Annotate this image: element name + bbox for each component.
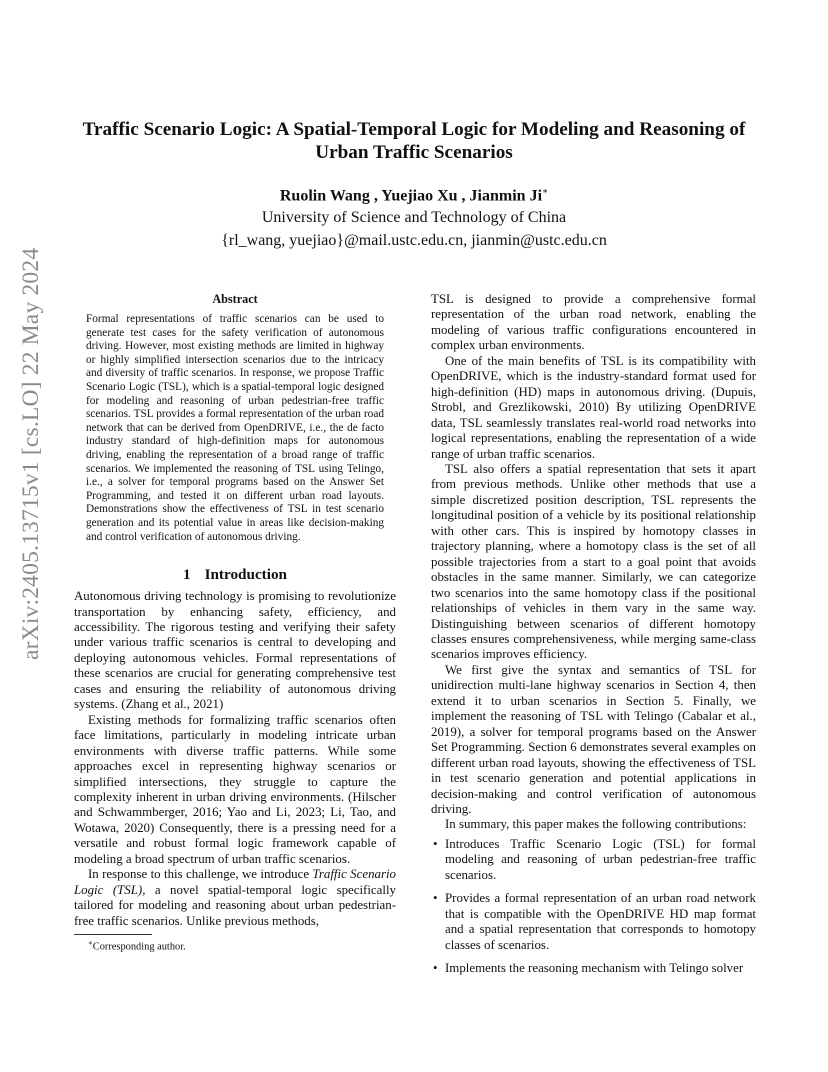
bullet-icon: • (433, 961, 438, 976)
right-paragraph-4: We first give the syntax and semantics of TSL for unidirection multi-lane highway scenarios in Section 4, then extend it to urban scenarios in Section 5. Finally, we implement the reasoning of TSL with Telingo (Cabalar et al., 2019), a solver for temporal programs based on the Answer Set Programming. Section 6 demonstrates several examples on different urban road layouts, showing the effectiveness of TSL in test scenario generation and potential applications in decision-making and control verification of autonomous driving. (431, 662, 756, 816)
emphasized-term: Traffic Scenario Logic (TSL) (74, 867, 397, 897)
paragraph-text: , a novel spatial-temporal logic specifically tailored for modeling and reasoning about urban pedestrian-free traffic scenarios. Unlike previous methods, (74, 882, 396, 928)
footnote-mark: ∗ (88, 939, 93, 947)
bullet-icon: • (433, 891, 438, 906)
author-list (60, 186, 768, 205)
author-emails: {rl_wang, yuejiao}@mail.ustc.edu.cn, jianmin@ustc.edu.cn (221, 232, 607, 249)
author-separator: , (369, 187, 382, 205)
right-paragraph-1: TSL is designed to provide a comprehensive formal representation of the urban road network, enabling the modeling of various traffic configurations encountered in complex urban environments. (431, 292, 756, 353)
list-item-text: Implements the reasoning mechanism with Telingo solver (445, 961, 744, 976)
contributions-list (431, 837, 756, 977)
footnote-divider (74, 934, 152, 935)
right-paragraph-5: In summary, this paper makes the following contributions: (445, 817, 747, 832)
corresponding-author-mark: ∗ (542, 186, 549, 196)
footnote-text: Corresponding author. (92, 941, 186, 953)
section-number: 1 (182, 566, 191, 584)
author-name: Ruolin Wang (279, 187, 370, 205)
list-item-text: Provides a formal representation of an urban road network that is compatible with the OpenDRIVE HD map format and a spatial representation that corresponds to homotopy classes of scenarios. (445, 891, 756, 952)
author-name: Yuejiao Xu (381, 187, 458, 205)
bullet-icon: • (433, 836, 438, 851)
left-column (74, 292, 396, 929)
intro-paragraph-2: Existing methods for formalizing traffic scenarios often face limitations, particularly in modeling intricate urban environments with diverse traffic patterns. While some approaches excel in representing highway scenarios or simplified intersections, they struggle to capture the complexity inherent in urban driving environments. (Hilscher and Schwammberger, 2016; Yao and Li, 2023; Li, Tao, and Wotawa, 2020) Consequently, there is a pressing need for a versatile and robust formal logic framework capable of modeling a broad spectrum of urban traffic scenarios. (74, 712, 396, 866)
footnote (88, 939, 186, 952)
right-paragraph-3: TSL also offers a spatial representation that sets it apart from previous methods. Unlike other methods that use a simple discretized position description, TSL represents the longitudinal position of a vehicle by its positional relationship with other cars. This is inspired by homotopy classes in trajectory planning, where a homotopy class is the set of all possible trajectories from a start to a goal point that avoids obstacles in the same manner. Similarly, we can categorize two scenarios into the same homotopy class if the positional relationships of vehicles in them vary in the same way. Distinguishing between scenarios of different homotopy classes ensures comprehensiveness, while merging same-class scenarios improves efficiency. (431, 461, 756, 662)
author-separator: , (457, 187, 470, 205)
intro-paragraph-1: Autonomous driving technology is promising to revolutionize transportation by enhancing safety, efficiency, and accessibility. The rigorous testing and verifying their safety under various traffic scenarios is central to developing and deploying autonomous vehicles. Formal representations of these scenarios are crucial for generating comprehensive test cases and ensuring the reliability of autonomous driving systems. (Zhang et al., 2021) (74, 589, 396, 712)
right-column (431, 292, 756, 984)
right-paragraph-2: One of the main benefits of TSL is its compatibility with OpenDRIVE, which is the industry-standard format used for high-definition (HD) maps in autonomous driving. (Dupuis, Strobl, and Grezlikowski, 2010) By utilizing OpenDRIVE data, TSL seamlessly translates real-world road networks into logical representations, enabling the representation of a wide range of urban traffic scenarios. (431, 353, 756, 461)
abstract-heading: Abstract (212, 292, 258, 306)
paper-title: Traffic Scenario Logic: A Spatial-Temporal Logic for Modeling and Reasoning of Urban Traffic Scenarios (82, 119, 746, 163)
paragraph-text: In response to this challenge, we introduce (88, 867, 313, 882)
author-name: Jianmin Ji (469, 187, 543, 205)
list-item-text: Introduces Traffic Scenario Logic (TSL) for formal modeling and reasoning of urban pedestrian-free traffic scenarios. (445, 836, 756, 882)
list-item (431, 891, 756, 953)
affiliation: University of Science and Technology of China (261, 209, 567, 226)
intro-paragraph-3 (74, 867, 396, 929)
section-title: Introduction (204, 566, 288, 584)
section-heading-introduction (74, 566, 396, 584)
list-item (431, 961, 756, 976)
list-item (431, 837, 756, 883)
arxiv-identifier-stamp: arXiv:2405.13715v1 [cs.LO] 22 May 2024 (18, 247, 44, 660)
abstract-text: Formal representations of traffic scenarios can be used to generate test cases for the safety verification of autonomous driving. However, most existing methods are limited in highway or highly simplified intersection scenarios due to the intricacy and diversity of traffic scenarios. In response, we propose Traffic Scenario Logic (TSL), which is a spatial-temporal logic designed for modeling and reasoning of urban pedestrian-free traffic scenarios. TSL provides a formal representation of the urban road network that can be derived from OpenDRIVE, i.e., the de facto industry standard of high-definition maps for autonomous driving, enabling the representation of a broad range of traffic scenarios. We implemented the reasoning of TSL using Telingo, i.e., a solver for temporal programs based on the Answer Set Programming, and tested it on different urban road layouts. Demonstrations show the effectiveness of TSL in test scenario generation and its potential value in areas like decision-making and control verification of autonomous driving. (86, 313, 384, 543)
